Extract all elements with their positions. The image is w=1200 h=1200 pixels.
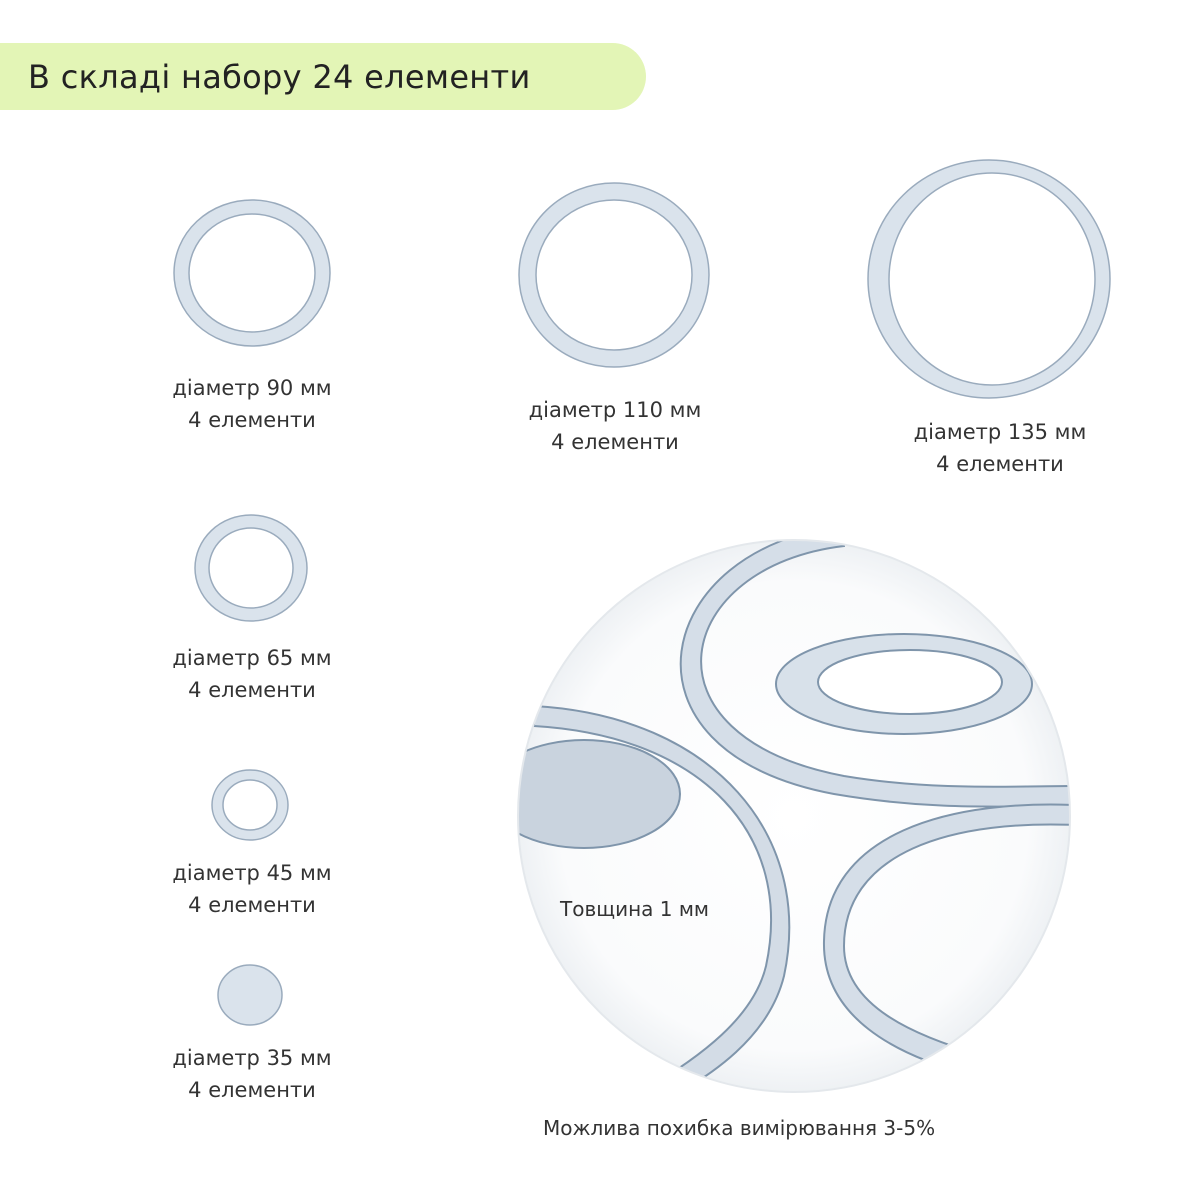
count-label: 4 елементи bbox=[188, 678, 316, 702]
thickness-closeup-image bbox=[514, 536, 1074, 1100]
ring-110mm-image bbox=[517, 181, 711, 369]
ring-135mm-image bbox=[866, 158, 1112, 400]
disc-35mm-image bbox=[216, 963, 284, 1027]
diameter-label: діаметр 45 мм bbox=[172, 861, 332, 885]
header-banner bbox=[0, 43, 646, 110]
count-label: 4 елементи bbox=[188, 893, 316, 917]
diameter-label: діаметр 90 мм bbox=[172, 376, 332, 400]
ring-90mm-image bbox=[172, 198, 332, 348]
caption-135mm bbox=[890, 416, 1110, 480]
count-label: 4 елементи bbox=[188, 408, 316, 432]
diameter-label: діаметр 135 мм bbox=[913, 420, 1087, 444]
count-label: 4 елементи bbox=[188, 1078, 316, 1102]
measurement-note: Можлива похибка вимірювання 3-5% bbox=[543, 1116, 936, 1140]
page-title: В складі набору 24 елементи bbox=[28, 57, 531, 96]
caption-90mm bbox=[152, 372, 352, 436]
count-label: 4 елементи bbox=[551, 430, 679, 454]
ring-65mm-image bbox=[193, 513, 309, 623]
caption-110mm bbox=[505, 394, 725, 458]
diameter-label: діаметр 65 мм bbox=[172, 646, 332, 670]
caption-35mm bbox=[152, 1042, 352, 1106]
diameter-label: діаметр 35 мм bbox=[172, 1046, 332, 1070]
diameter-label: діаметр 110 мм bbox=[528, 398, 702, 422]
caption-65mm bbox=[152, 642, 352, 706]
count-label: 4 елементи bbox=[936, 452, 1064, 476]
ring-45mm-image bbox=[210, 768, 290, 842]
caption-45mm bbox=[152, 857, 352, 921]
thickness-label: Товщина 1 мм bbox=[560, 897, 710, 921]
